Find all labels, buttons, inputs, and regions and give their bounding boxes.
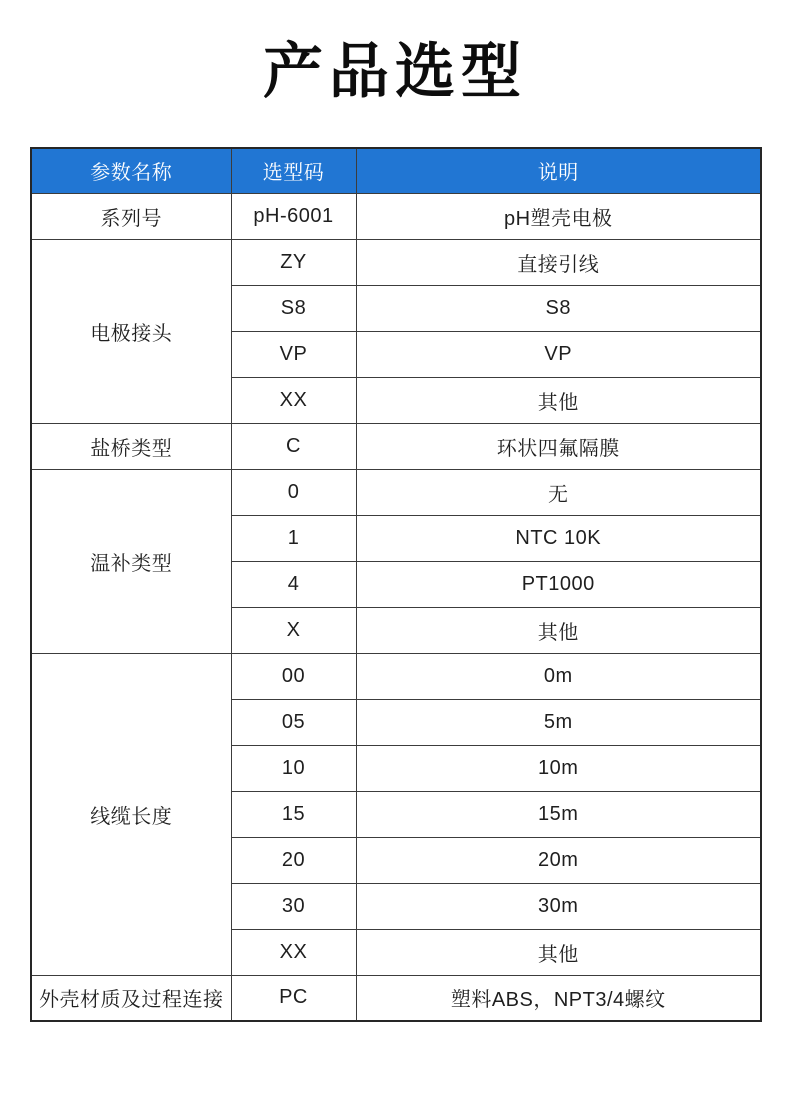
code-cell: X [231, 607, 356, 653]
page-title: 产品选型 [263, 38, 527, 105]
desc-cell: 15m [356, 791, 761, 837]
desc-cell: 其他 [356, 607, 761, 653]
desc-cell: 5m [356, 699, 761, 745]
code-cell: 30 [231, 883, 356, 929]
product-selection-table [30, 147, 762, 1022]
header-cell-param: 参数名称 [31, 148, 231, 193]
header-cell-desc: 说明 [356, 148, 761, 193]
code-cell: 00 [231, 653, 356, 699]
code-cell: VP [231, 331, 356, 377]
code-cell: S8 [231, 285, 356, 331]
desc-cell: 直接引线 [356, 239, 761, 285]
header-cell-code: 选型码 [231, 148, 356, 193]
table-row [31, 653, 761, 699]
code-cell: XX [231, 377, 356, 423]
code-cell: ZY [231, 239, 356, 285]
desc-cell: 30m [356, 883, 761, 929]
code-cell: 1 [231, 515, 356, 561]
table-body [31, 193, 761, 1021]
desc-cell: VP [356, 331, 761, 377]
code-cell: 05 [231, 699, 356, 745]
table-row [31, 239, 761, 285]
desc-cell: 环状四氟隔膜 [356, 423, 761, 469]
param-cell: 外壳材质及过程连接 [31, 975, 231, 1021]
desc-cell: 20m [356, 837, 761, 883]
param-cell: 盐桥类型 [31, 423, 231, 469]
desc-cell: 塑料ABS，NPT3/4螺纹 [356, 975, 761, 1021]
desc-cell: 0m [356, 653, 761, 699]
code-cell: 20 [231, 837, 356, 883]
param-cell: 系列号 [31, 193, 231, 239]
code-cell: 10 [231, 745, 356, 791]
param-cell: 电极接头 [31, 239, 231, 423]
table-row [31, 423, 761, 469]
code-cell: C [231, 423, 356, 469]
table-row [31, 975, 761, 1021]
param-cell: 温补类型 [31, 469, 231, 653]
param-cell: 线缆长度 [31, 653, 231, 975]
code-cell: 0 [231, 469, 356, 515]
code-cell: pH-6001 [231, 193, 356, 239]
code-cell: XX [231, 929, 356, 975]
desc-cell: pH塑壳电极 [356, 193, 761, 239]
desc-cell: PT1000 [356, 561, 761, 607]
desc-cell: NTC 10K [356, 515, 761, 561]
table-row [31, 469, 761, 515]
desc-cell: 其他 [356, 929, 761, 975]
code-cell: 4 [231, 561, 356, 607]
code-cell: 15 [231, 791, 356, 837]
desc-cell: 其他 [356, 377, 761, 423]
desc-cell: 10m [356, 745, 761, 791]
desc-cell: S8 [356, 285, 761, 331]
table-row [31, 193, 761, 239]
table-header-row [31, 148, 761, 193]
desc-cell: 无 [356, 469, 761, 515]
code-cell: PC [231, 975, 356, 1021]
